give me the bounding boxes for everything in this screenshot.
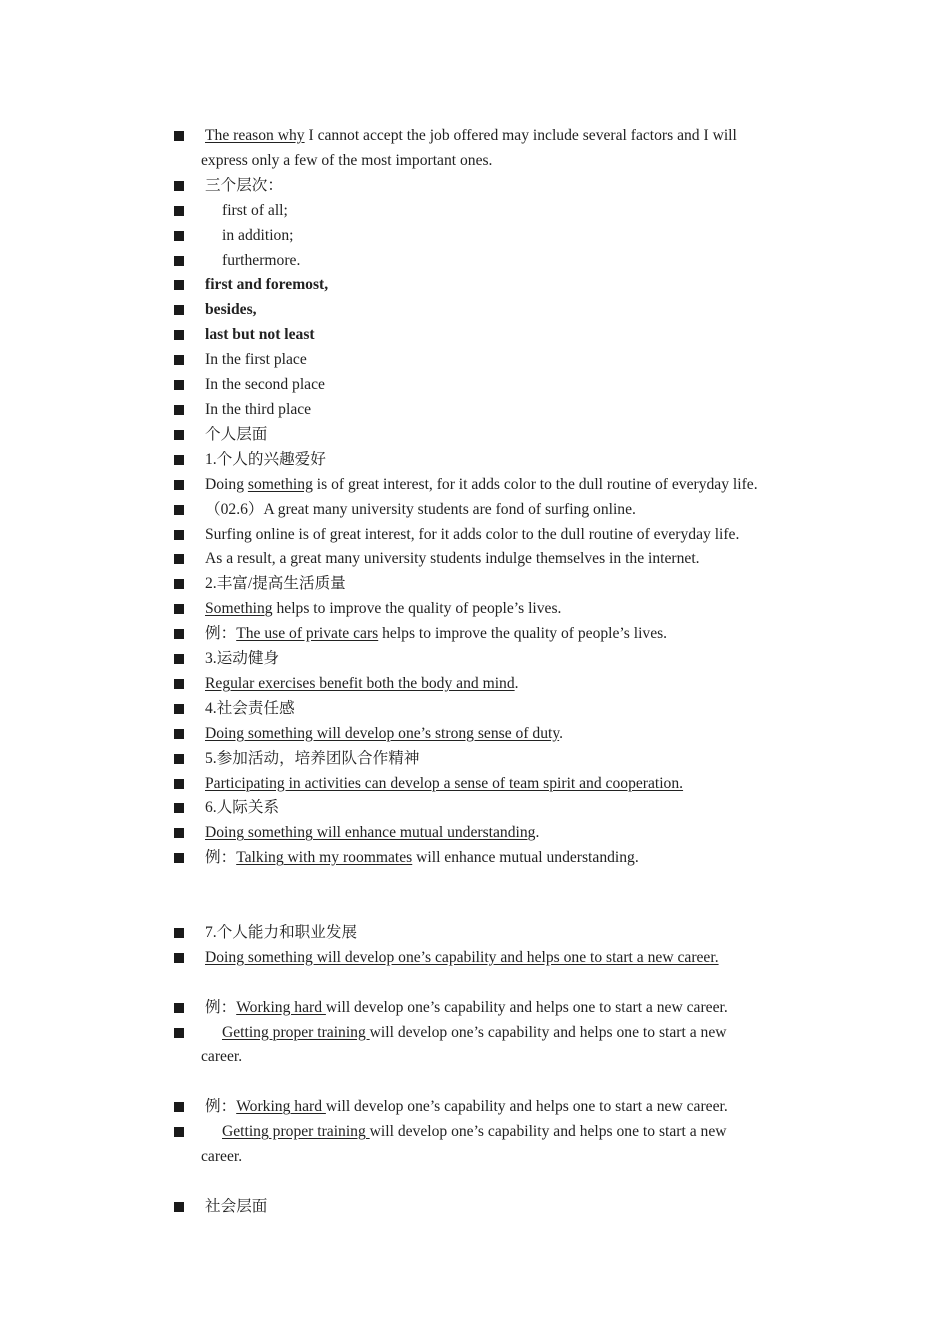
square-bullet-icon — [174, 953, 184, 963]
blank-line — [172, 1070, 812, 1095]
item-text: career. — [201, 1148, 243, 1166]
item-text: will develop one’s capability and helps one to start a new — [369, 1123, 727, 1141]
item-text: The reason why — [205, 127, 305, 144]
square-bullet-icon — [174, 853, 184, 863]
square-bullet-icon — [174, 530, 184, 540]
list-item — [172, 273, 812, 298]
item-text: will enhance mutual understanding. — [412, 849, 639, 867]
list-item — [172, 348, 812, 373]
item-text: besides, — [205, 301, 257, 319]
item-text: . — [559, 724, 564, 742]
list-item — [172, 1195, 812, 1220]
list-item — [172, 597, 812, 622]
item-text: last but not least — [205, 326, 315, 344]
list-item — [172, 473, 812, 498]
square-bullet-icon — [174, 828, 184, 838]
list-item — [172, 996, 812, 1021]
item-text: 7.个人能力和职业发展 — [205, 923, 358, 941]
list-item — [172, 298, 812, 323]
item-text: 6.人际关系 — [205, 799, 280, 817]
square-bullet-icon — [174, 355, 184, 365]
list-item — [172, 124, 812, 174]
list-item — [172, 448, 812, 473]
item-text: 3.运动健身 — [205, 650, 280, 668]
item-text: Getting proper training — [222, 1023, 370, 1041]
square-bullet-icon — [174, 729, 184, 739]
list-item — [172, 498, 812, 523]
item-text: furthermore. — [222, 251, 301, 269]
item-text: Talking with my roommates — [236, 849, 413, 867]
list-item — [172, 672, 812, 697]
item-text: . — [535, 824, 540, 842]
list-item — [172, 1095, 812, 1120]
item-text: 例： — [205, 998, 237, 1016]
list-item — [172, 697, 812, 722]
item-text: As a result, a great many university students indulge themselves in the internet. — [205, 550, 700, 568]
square-bullet-icon — [174, 1202, 184, 1212]
list-item — [172, 547, 812, 572]
square-bullet-icon — [174, 704, 184, 714]
square-bullet-icon — [174, 430, 184, 440]
item-text: I cannot accept the job offered may include several factors and I will — [304, 127, 737, 144]
list-item — [172, 572, 812, 597]
item-text: Doing something will enhance mutual understanding — [205, 824, 536, 842]
item-text: 例： — [205, 1098, 237, 1116]
square-bullet-icon — [174, 131, 184, 141]
list-item — [172, 1021, 812, 1071]
square-bullet-icon — [174, 604, 184, 614]
square-bullet-icon — [174, 779, 184, 789]
square-bullet-icon — [174, 1028, 184, 1038]
blank-line — [172, 1170, 812, 1195]
item-text: 社会层面 — [205, 1197, 268, 1215]
item-text: The use of private cars — [236, 625, 379, 643]
list-item — [172, 523, 812, 548]
item-text: . — [514, 674, 519, 692]
square-bullet-icon — [174, 654, 184, 664]
list-item — [172, 796, 812, 821]
list-item — [172, 772, 812, 797]
square-bullet-icon — [174, 803, 184, 813]
square-bullet-icon — [174, 579, 184, 589]
item-text: Working hard — [236, 1098, 326, 1116]
item-text: helps to improve the quality of people’s lives. — [272, 600, 562, 618]
list-item — [172, 323, 812, 348]
item-text: will develop one’s capability and helps one to start a new career. — [325, 998, 728, 1016]
item-text: Working hard — [236, 998, 326, 1016]
square-bullet-icon — [174, 455, 184, 465]
item-text: 5.参加活动，培养团队合作精神 — [205, 749, 420, 767]
blank-line — [172, 896, 812, 921]
square-bullet-icon — [174, 754, 184, 764]
item-text: something — [247, 475, 313, 493]
list-item — [172, 373, 812, 398]
square-bullet-icon — [174, 206, 184, 216]
square-bullet-icon — [174, 928, 184, 938]
list-item — [172, 224, 812, 249]
item-text: Participating in activities can develop a sense of team spirit and cooperation. — [205, 774, 684, 792]
item-text: helps to improve the quality of people’s lives. — [378, 625, 668, 643]
item-text: In the third place — [205, 400, 312, 418]
item-text: 例： — [205, 849, 237, 867]
square-bullet-icon — [174, 181, 184, 191]
square-bullet-icon — [174, 231, 184, 241]
item-text: 个人层面 — [205, 425, 268, 443]
square-bullet-icon — [174, 1003, 184, 1013]
square-bullet-icon — [174, 280, 184, 290]
item-text: will develop one’s capability and helps one to start a new — [369, 1023, 727, 1041]
item-text: express only a few of the most important ones. — [201, 151, 493, 169]
list-item — [172, 622, 812, 647]
square-bullet-icon — [174, 330, 184, 340]
list-item — [172, 398, 812, 423]
item-text: 三个层次： — [205, 176, 283, 194]
square-bullet-icon — [174, 554, 184, 564]
item-text: career. — [201, 1048, 243, 1066]
list-item — [172, 249, 812, 274]
item-text: in addition; — [222, 226, 294, 244]
item-text: Doing something will develop one’s strong sense of duty — [205, 724, 560, 742]
square-bullet-icon — [174, 505, 184, 515]
item-text: will develop one’s capability and helps one to start a new career. — [325, 1098, 728, 1116]
square-bullet-icon — [174, 480, 184, 490]
list-item — [172, 1120, 812, 1170]
item-text: first and foremost, — [205, 276, 329, 294]
item-text: Doing — [205, 475, 248, 493]
list-item — [172, 747, 812, 772]
square-bullet-icon — [174, 380, 184, 390]
item-text: 4.社会责任感 — [205, 699, 295, 717]
list-item — [172, 174, 812, 199]
item-text: Doing something will develop one’s capability and helps one to start a new career. — [205, 948, 719, 966]
item-text: （02.6）A great many university students are fond of surfing online. — [205, 500, 636, 518]
list-item — [172, 946, 812, 971]
square-bullet-icon — [174, 1127, 184, 1137]
item-text: Regular exercises benefit both the body and mind — [205, 674, 515, 692]
item-text: is of great interest, for it adds color to the dull routine of everyday life. — [312, 475, 758, 493]
square-bullet-icon — [174, 1102, 184, 1112]
square-bullet-icon — [174, 679, 184, 689]
list-item — [172, 921, 812, 946]
square-bullet-icon — [174, 305, 184, 315]
list-item — [172, 423, 812, 448]
square-bullet-icon — [174, 405, 184, 415]
item-text: 1.个人的兴趣爱好 — [205, 450, 326, 468]
list-item — [172, 821, 812, 846]
item-text: Getting proper training — [222, 1123, 370, 1141]
list-item — [172, 846, 812, 871]
list-item — [172, 647, 812, 672]
item-text: In the first place — [205, 351, 307, 369]
item-text: first of all; — [222, 201, 288, 219]
item-text: 2.丰富/提高生活质量 — [205, 575, 346, 593]
blank-line — [172, 971, 812, 996]
item-text: 例： — [205, 625, 237, 643]
square-bullet-icon — [174, 256, 184, 266]
list-item — [172, 722, 812, 747]
item-text: Something — [205, 600, 273, 618]
bullet-list — [172, 124, 812, 1220]
square-bullet-icon — [174, 629, 184, 639]
list-item — [172, 199, 812, 224]
item-text: In the second place — [205, 376, 325, 394]
blank-line — [172, 871, 812, 896]
item-text: Surfing online is of great interest, for it adds color to the dull routine of everyday life. — [205, 525, 740, 543]
